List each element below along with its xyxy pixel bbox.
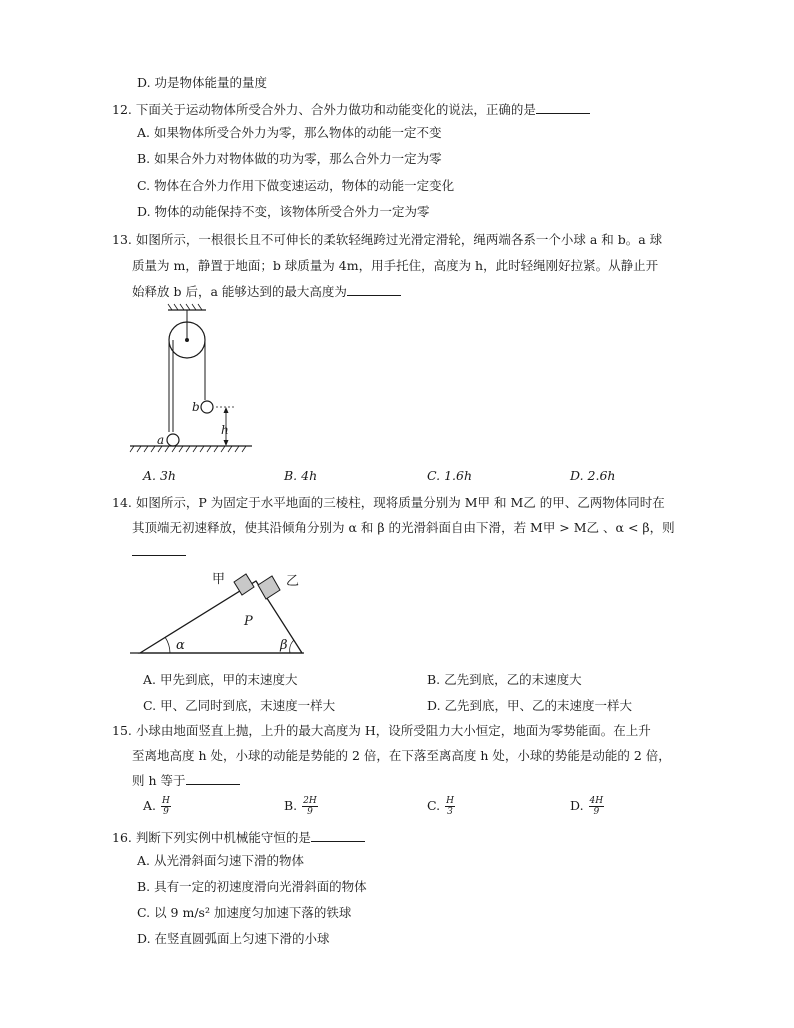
q16-option-b: B. 具有一定的初速度滑向光滑斜面的物体 [137, 879, 367, 894]
q16-stem-text: 16. 判断下列实例中机械能守恒的是 [112, 830, 311, 845]
label-alpha: α [176, 638, 185, 653]
fraction-denominator: 9 [163, 807, 169, 817]
q15-stem-line3 [132, 772, 240, 790]
q16-stem [112, 829, 365, 847]
fraction-denominator: 9 [307, 807, 313, 817]
ball-a [167, 434, 179, 446]
q13-option-d: D. 2.6h [570, 468, 616, 483]
q16-option-c: C. 以 9 m/s² 加速度匀加速下落的铁球 [137, 905, 352, 920]
block-yi [258, 576, 280, 599]
option-label: C. [427, 798, 441, 813]
answer-blank [311, 829, 365, 842]
q15-stem-line3-text: 则 h 等于 [132, 773, 186, 788]
fraction-numerator: H [162, 796, 170, 806]
q15-stem-line2: 至离地高度 h 处，小球的动能是势能的 2 倍，在下落至离高度 h 处，小球的势能是动能的 2 倍， [132, 748, 671, 763]
q14-stem-line1: 14. 如图所示，P 为固定于水平地面的三棱柱，现将质量分别为 M甲 和 M乙 的甲、乙两物体同时在 [112, 495, 665, 510]
label-P: P [244, 614, 253, 629]
q15-option-b [284, 796, 319, 817]
q16-option-a: A. 从光滑斜面匀速下滑的物体 [137, 853, 304, 868]
answer-blank [132, 543, 186, 556]
q15-option-c [427, 796, 456, 817]
q14-option-a: A. 甲先到底，甲的末速度大 [143, 672, 298, 687]
q12-option-c: C. 物体在合外力作用下做变速运动，物体的动能一定变化 [137, 178, 455, 193]
q13-stem-line1: 13. 如图所示，一根很长且不可伸长的柔软轻绳跨过光滑定滑轮，绳两端各系一个小球 a 和 b。a 球 [112, 232, 663, 247]
answer-blank [536, 101, 590, 114]
q13-option-b: B. 4h [284, 468, 318, 483]
fraction-numerator: H [446, 796, 454, 806]
option-label: D. [570, 798, 584, 813]
block-jia [234, 574, 254, 595]
q11-option-d: D. 功是物体能量的量度 [137, 75, 268, 90]
q15-option-d [570, 796, 605, 817]
label-yi: 乙 [286, 574, 300, 589]
q14-stem-line2: 其顶端无初速释放，使其沿倾角分别为 α 和 β 的光滑斜面自由下滑，若 M甲 > M乙 、α < β，则 [132, 520, 675, 535]
q15-option-a [143, 796, 172, 817]
label-jia: 甲 [212, 572, 226, 587]
q12-option-d: D. 物体的动能保持不变，该物体所受合外力一定为零 [137, 204, 430, 219]
q14-blank-line [132, 543, 186, 561]
q12-option-b: B. 如果合外力对物体做的功为零，那么合外力一定为零 [137, 151, 442, 166]
label-b: b [192, 400, 200, 414]
q13-stem-line3-text: 始释放 b 后，a 能够达到的最大高度为 [132, 284, 347, 299]
q15-stem-line1: 15. 小球由地面竖直上抛，上升的最大高度为 H，设所受阻力大小恒定，地面为零势能面。在上升 [112, 723, 651, 738]
q16-option-d: D. 在竖直圆弧面上匀速下滑的小球 [137, 931, 330, 946]
q14-option-c: C. 甲、乙同时到底，末速度一样大 [143, 698, 336, 713]
label-a: a [157, 433, 165, 447]
fraction-denominator: 9 [593, 807, 600, 817]
answer-blank [186, 772, 240, 785]
option-label: A. [143, 798, 157, 813]
q13-option-a: A. 3h [143, 468, 176, 483]
q13-stem-line3 [132, 283, 401, 301]
q14-option-d: D. 乙先到底，甲、乙的末速度一样大 [427, 698, 633, 713]
answer-blank [347, 283, 401, 296]
q12-stem-text: 12. 下面关于运动物体所受合外力、合外力做功和动能变化的说法，正确的是 [112, 102, 536, 117]
label-h: h [221, 423, 229, 437]
label-beta: β [280, 638, 288, 653]
q12-stem [112, 101, 590, 119]
prism-figure [130, 563, 310, 663]
fraction-numerator: 4H [589, 796, 604, 806]
fraction-numerator: 2H [303, 796, 317, 806]
q14-option-b: B. 乙先到底，乙的末速度大 [427, 672, 582, 687]
pulley-figure [128, 302, 258, 462]
fraction-denominator: 3 [447, 807, 453, 817]
q13-stem-line2: 质量为 m，静置于地面；b 球质量为 4m，用手托住，高度为 h，此时轻绳刚好拉紧。从静止开 [132, 258, 659, 273]
q12-option-a: A. 如果物体所受合外力为零，那么物体的动能一定不变 [137, 125, 442, 140]
q13-option-c: C. 1.6h [427, 468, 472, 483]
option-label: B. [284, 798, 298, 813]
ball-b [201, 401, 213, 413]
